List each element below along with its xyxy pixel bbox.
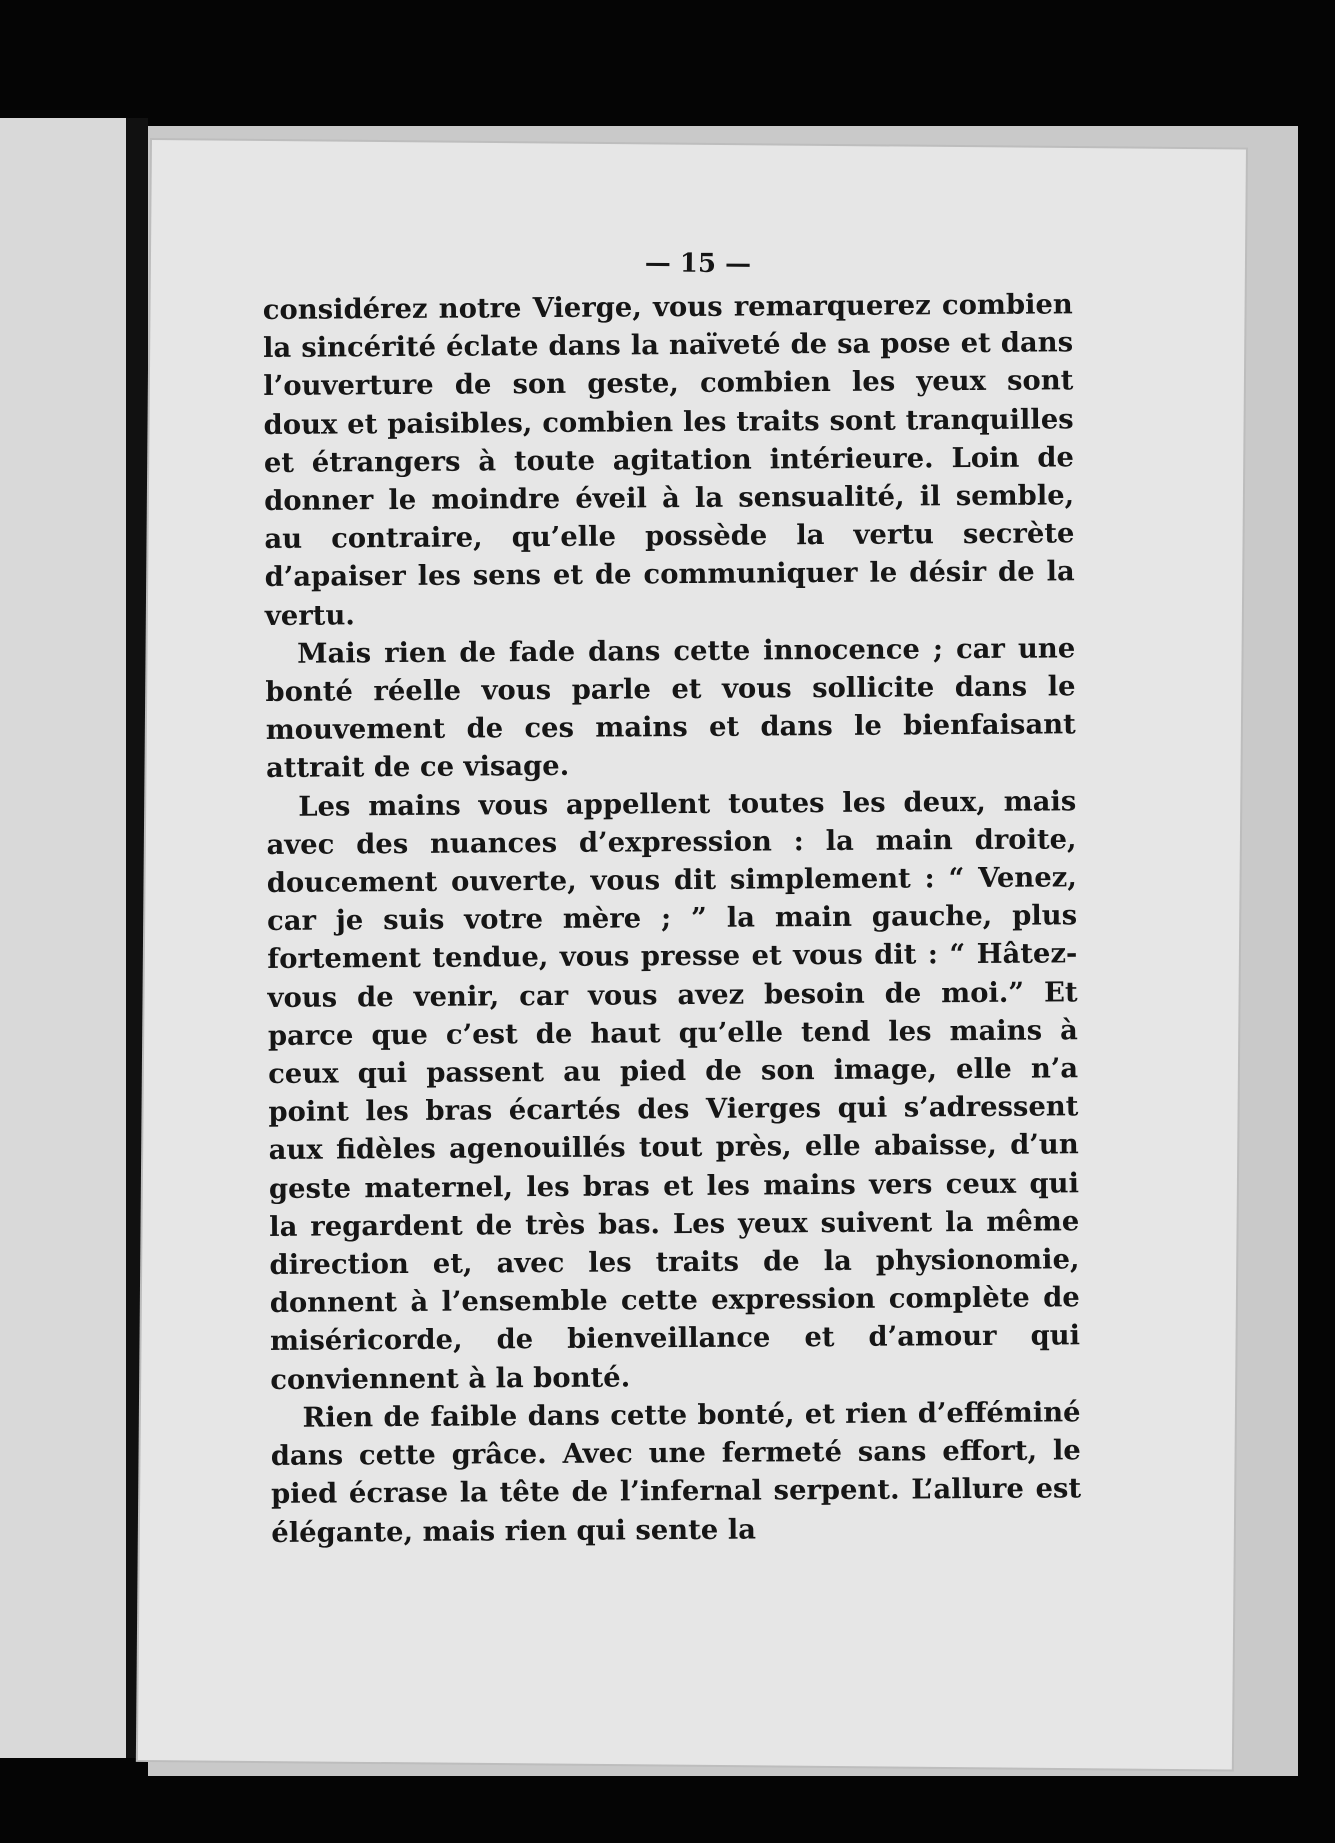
- paragraph-4: Rien de faible dans cette bonté, et rien d’efféminé dans cette grâce. Avec une fermeté sans effort, le pied écrase la tête de l’infernal serpent. L’allure est élégante, mais rien qui sente la: [270, 1396, 1082, 1549]
- page-number: — 15 —: [644, 248, 752, 280]
- paragraph-2: Mais rien de fade dans cette innocence ; car une bonté réelle vous parle et vous sollicite dans le mouvement de ces mains et dans le bienfaisant attrait de ce visage.: [265, 632, 1076, 785]
- adjacent-page-edge: [0, 118, 136, 1758]
- paragraph-1: considérez notre Vierge, vous remarquerez combien la sincérité éclate dans la naïveté de sa pose et dans l’ouverture de son geste, combien les yeux sont doux et paisibles, combien les traits sont tranquilles et étrangers à toute agitation intérieure. Loin de donner le moindre éveil à la sensualité, il semble, au contraire, qu’elle possède la vertu secrète d’apaiser les sens et de communiquer le désir de la vertu.: [262, 288, 1075, 632]
- paragraph-3: Les mains vous appellent toutes les deux, mais avec des nuances d’expression : la main droite, doucement ouverte, vous dit simplement : “ Venez, car je suis votre mère ; ” la main gauche, plus fortement tendue, vous presse et vous dit : “ Hâtez-vous de venir, car vous avez besoin de moi.” Et parce que c’est de haut qu’elle tend les mains à ceux qui passent au pied de son image, elle n’a point les bras écartés des Vierges qui s’adressent aux fidèles agenouillés tout près, elle abaisse, d’un geste maternel, les bras et les mains vers ceux qui la regardent de très bas. Les yeux suivent la même direction et, avec les traits de la physionomie, donnent à l’ensemble cette expression complète de miséricorde, de bienveillance et d’amour qui conviennent à la bonté.: [266, 784, 1081, 1396]
- body-text: [263, 285, 1083, 1711]
- book-page: [138, 140, 1246, 1769]
